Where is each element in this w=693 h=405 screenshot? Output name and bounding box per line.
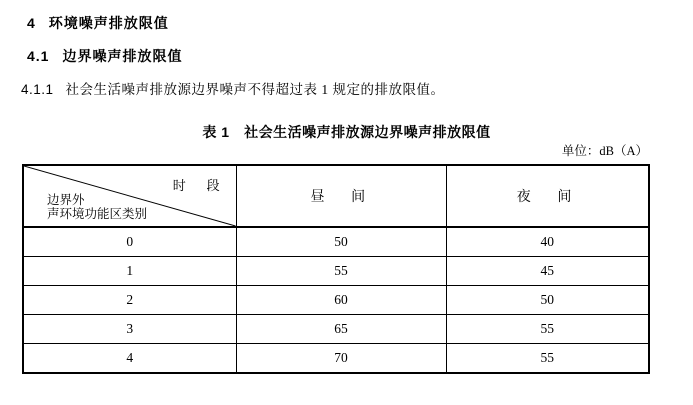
category-cell: 3 [23, 315, 236, 344]
subsection-number: 4.1 [27, 48, 50, 64]
section-heading-4 [27, 13, 169, 33]
category-cell: 4 [23, 344, 236, 374]
day-value-cell: 65 [236, 315, 446, 344]
noise-limits-table [22, 164, 650, 374]
category-cell: 1 [23, 257, 236, 286]
boundary-label-line2: 声环境功能区类别 [47, 207, 148, 221]
section-heading-4-1 [27, 46, 182, 66]
night-header-label: 夜 间 [516, 190, 578, 205]
clause-text: 社会生活噪声排放源边界噪声不得超过表 1 规定的排放限值。 [65, 82, 445, 97]
section-title: 环境噪声排放限值 [48, 15, 169, 31]
table-row [23, 344, 649, 374]
clause-4-1-1 [21, 78, 445, 98]
table-row [23, 286, 649, 315]
day-column-header [236, 165, 446, 227]
table-row [23, 227, 649, 257]
section-number: 4 [27, 15, 36, 31]
day-header-label: 昼 间 [310, 190, 372, 205]
table-header-row [23, 165, 649, 227]
table-title: 表 1 社会生活噪声排放源边界噪声排放限值 [202, 124, 491, 140]
night-value-cell: 40 [446, 227, 649, 257]
night-value-cell: 45 [446, 257, 649, 286]
day-value-cell: 60 [236, 286, 446, 315]
category-cell: 0 [23, 227, 236, 257]
subsection-title: 边界噪声排放限值 [62, 48, 183, 64]
clause-number: 4.1.1 [21, 82, 54, 97]
unit-label: 单位：dB（A） [561, 144, 648, 158]
night-value-cell: 55 [446, 344, 649, 374]
night-value-cell: 55 [446, 315, 649, 344]
day-value-cell: 55 [236, 257, 446, 286]
night-column-header [446, 165, 649, 227]
boundary-label-line1: 边界外 [47, 193, 85, 207]
table-row [23, 257, 649, 286]
boundary-category-label [47, 193, 147, 221]
corner-header-cell [23, 165, 236, 227]
time-period-label: 时 段 [172, 178, 224, 193]
category-cell: 2 [23, 286, 236, 315]
day-value-cell: 70 [236, 344, 446, 374]
day-value-cell: 50 [236, 227, 446, 257]
table-row [23, 315, 649, 344]
night-value-cell: 50 [446, 286, 649, 315]
